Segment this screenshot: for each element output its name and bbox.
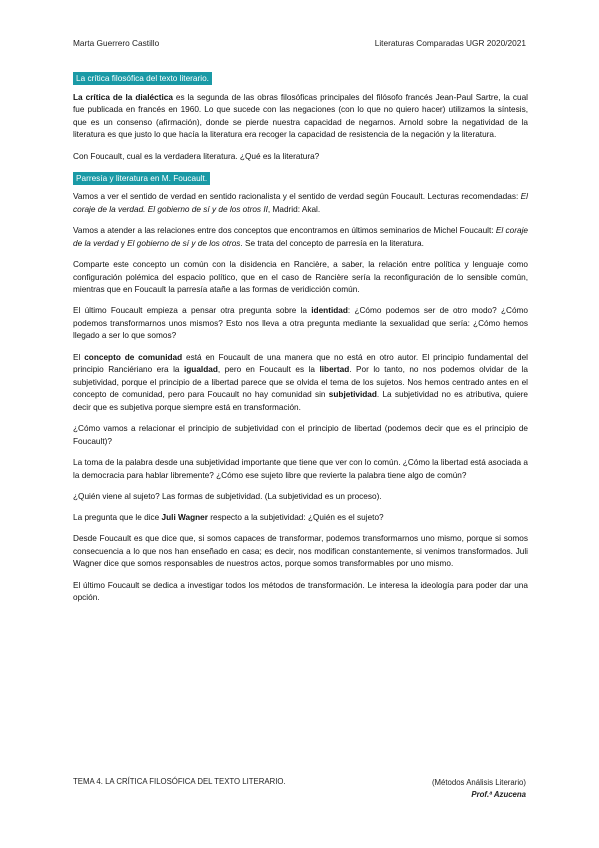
- text-run: El último Foucault empieza a pensar otra pregunta sobre la: [73, 306, 312, 316]
- document-body: [73, 72, 528, 613]
- section2-paragraph-8: ¿Quién viene al sujeto? Las formas de subjetividad. (La subjetividad es un proceso).: [73, 491, 382, 501]
- bold-term: Juli Wagner: [161, 512, 208, 522]
- italic-title: El gobierno de sí y de los otros: [127, 238, 241, 248]
- bold-term: subjetividad: [328, 390, 377, 400]
- section2-paragraph-5: [73, 352, 528, 415]
- text-run: , Madrid: Akal.: [267, 204, 321, 214]
- bold-term: La crítica de la dialéctica: [73, 92, 173, 102]
- text-run: . La subjetividad no es atributiva, quiere decir que es subjetiva porque siempre está en transformación.: [73, 390, 528, 413]
- text-run: El: [73, 352, 85, 362]
- section1-heading-wrap: [73, 72, 528, 86]
- section1-heading: La crítica filosófica del texto literario.: [73, 72, 212, 85]
- text-run: y: [118, 238, 128, 248]
- header-course: Literaturas Comparadas UGR 2020/2021: [374, 38, 526, 48]
- text-run: Vamos a atender a las relaciones entre dos conceptos que encontramos en últimos seminarios de Michel Foucault:: [73, 226, 496, 236]
- section2-paragraph-1: [73, 191, 528, 216]
- section2-paragraph-4: [73, 305, 528, 343]
- text-run: es la segunda de las obras filosóficas principales del filósofo francés Jean-Paul Sartre, la cual fue publicada en francés en 1960. Lo que sucede con las negaciones (con lo que no quiero hacer) utilizamos la síntesis, que es un consenso (afirmación), donde se pierde nuestra capacidad de negarnos. Arnold sobre la negatividad de la literatura es que justo lo que hacía la literatura era recoger la capacidad de resistencia de la negación y la literatura.: [73, 92, 528, 140]
- bold-term: concepto de comunidad: [84, 352, 183, 362]
- italic-title: El coraje de la verdad. El gobierno de sí y de los otros II: [73, 192, 528, 214]
- section2-paragraph-10: Desde Foucault es que dice que, si somos capaces de transformar, podemos transformarnos uno mismo, porque si somos consecuencia a lo que nos han enseñado en casa; es decir, nos modifican constantemente, si venimos transformados. Juli Wagner dice que somos responsables de nuestros actos, porque somos transformables por uno mismo.: [73, 534, 528, 569]
- text-run: está en Foucault de una manera que no está en otro autor. El principio fundamental del principio Ranciériano era la: [73, 352, 528, 375]
- section2-paragraph-11: El último Foucault se dedica a investigar todos los métodos de transformación. Le interesa la ideología para poder dar una opción.: [73, 580, 528, 603]
- text-run: respecto a la subjetividad: ¿Quién es el sujeto?: [207, 512, 384, 522]
- section1-paragraph-2: Con Foucault, cual es la verdadera literatura. ¿Qué es la literatura?: [73, 151, 320, 161]
- text-run: . Por lo tanto, no nos podemos olvidar de la subjetividad, porque el principio de a libertad parece que se olvida el tema de los sujetos. Nos hemos centrado antes en el concepto de comunidad, pero para Foucault no hay comunidad sin: [73, 365, 529, 400]
- footer-subject: (Métodos Análisis Literario): [431, 778, 526, 787]
- text-run: , pero en Foucault es la: [217, 365, 320, 375]
- section2-heading-wrap: [73, 172, 528, 186]
- bold-term: igualdad: [183, 365, 218, 375]
- text-run: : ¿Cómo podemos ser de otro modo? ¿Cómo podemos transformarnos unos mismos? Esto nos lleva a otra pregunta mediante la sexualidad que sería: ¿Cómo hemos llegado a ser lo que somos?: [73, 306, 528, 341]
- footer-course-info: [432, 777, 526, 801]
- section2-heading: Parresía y literatura en M. Foucault.: [73, 172, 210, 185]
- section2-paragraph-9: [73, 512, 528, 525]
- footer-professor: Prof.ª Azucena: [471, 790, 526, 799]
- text-run: La pregunta que le dice: [73, 512, 162, 522]
- section2-paragraph-7: La toma de la palabra desde una subjetividad importante que tiene que ver con lo común. ¿Cómo la libertad está asociada a la democracia para hablar libremente? ¿Cómo ese sujeto libre que revierte la palabra tiene algo de común?: [73, 458, 528, 480]
- footer-topic: TEMA 4. LA CRÍTICA FILOSÓFICA DEL TEXTO LITERARIO.: [73, 777, 286, 786]
- section2-paragraph-2: [73, 225, 528, 250]
- text-run: Vamos a ver el sentido de verdad en sentido racionalista y el sentido de verdad según Foucault. Lecturas recomendadas:: [73, 192, 521, 202]
- bold-term: identidad: [311, 306, 348, 316]
- section2-paragraph-3: Comparte este concepto un común con la disidencia en Rancière, a saber, la relación entre política y lenguaje como configuración polémica del espacio político, que en el caso de Rancière sería la reconfiguración de lo sensible común, mientras que en Foucault la parresía atañe a las formas de veridicción común.: [73, 259, 528, 295]
- italic-title: El coraje de la verdad: [73, 226, 529, 248]
- bold-term: libertad: [319, 365, 350, 375]
- section1-paragraph-1: [73, 92, 528, 142]
- text-run: . Se trata del concepto de parresía en la literatura.: [240, 238, 424, 248]
- header-author: Marta Guerrero Castillo: [73, 38, 160, 48]
- section2-paragraph-6: ¿Cómo vamos a relacionar el principio de subjetividad con el principio de libertad (podemos decir que es el principio de Foucault)?: [73, 424, 528, 446]
